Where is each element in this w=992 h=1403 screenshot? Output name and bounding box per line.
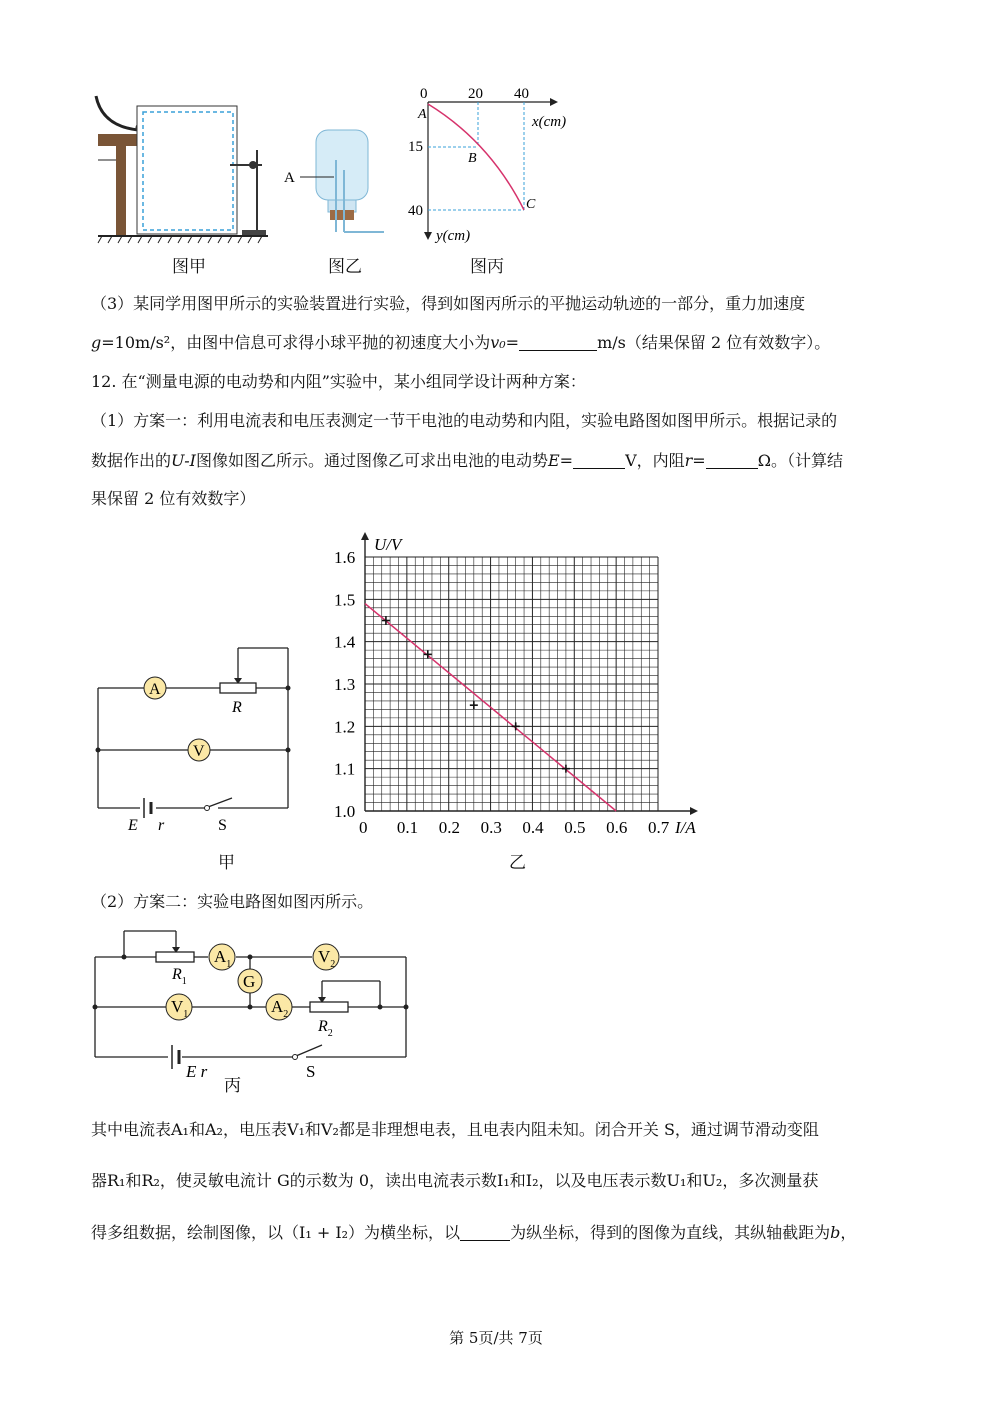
bing-point-a: A <box>418 107 427 122</box>
q12-p1-line1: （1）方案一：利用电流表和电压表测定一节干电池的电动势和内阻，实验电路图如图甲所示。根据记录的 <box>91 411 838 430</box>
bing-origin: 0 <box>420 86 428 102</box>
q12-title: 12. 在“测量电源的电动势和内阻”实验中，某小组同学设计两种方案： <box>91 372 586 391</box>
answer-blank-v0[interactable] <box>519 334 597 351</box>
q12-p2: （2）方案二：实验电路图如图丙所示。 <box>91 892 374 911</box>
figure-bing-caption: 图丙 <box>470 257 504 277</box>
bing-a2-label: $A_2$ <box>271 997 289 1020</box>
jia-switch-label: S <box>218 817 227 834</box>
bing-ylabel: y(cm) <box>436 228 471 244</box>
jia-voltmeter-label: V <box>193 743 205 760</box>
jia-ammeter-label: A <box>149 681 161 698</box>
bing-xlabel: x(cm) <box>532 114 567 130</box>
circuit-bing <box>90 925 420 1095</box>
figure-yi-caption: 图乙 <box>328 257 362 277</box>
bing-g-label: G <box>243 972 256 991</box>
ui-chart <box>330 530 710 840</box>
x-tick-label: 0.5 <box>564 818 586 837</box>
data-point-4 <box>512 722 520 730</box>
x-axis-label: I/A <box>675 818 696 837</box>
q12-p3-line1: 其中电流表A₁和A₂，电压表V₁和V₂都是非理想电表，且电表内阻未知。闭合开关 S，通过调节滑动变阻 <box>91 1120 819 1139</box>
bing-v1-label: $V_1$ <box>171 997 189 1020</box>
data-point-3 <box>470 701 478 709</box>
answer-blank-ordinate[interactable] <box>460 1224 510 1241</box>
ui-chart-caption: 乙 <box>509 853 526 873</box>
x-tick-label: 0 <box>359 818 368 837</box>
bottle-label-a: A <box>284 170 295 186</box>
page-footer: 第 5页/共 7页 <box>449 1329 543 1347</box>
bing-point-b: B <box>468 151 477 166</box>
x-tick-label: 0.2 <box>438 818 460 837</box>
bing-r1-label: $R_1$ <box>172 966 187 987</box>
figure-jia-apparatus <box>92 90 272 250</box>
figure-yi-bottle <box>280 120 390 240</box>
q12-p3-line2: 器R₁和R₂，使灵敏电流计 G的示数为 0，读出电流表示数I₁和I₂，以及电压表示数U₁和U₂，多次测量获 <box>91 1171 819 1190</box>
answer-blank-emf[interactable] <box>573 452 625 469</box>
y-tick-label: 1.2 <box>334 717 356 737</box>
y-tick-label: 1.4 <box>334 632 356 652</box>
bing-v2-label: $V_2$ <box>318 947 336 970</box>
jia-resistor-label: R <box>232 699 242 716</box>
circuit-jia <box>90 640 300 840</box>
answer-blank-r[interactable] <box>706 452 758 469</box>
y-axis-label: U/V <box>374 535 402 554</box>
q12-p3-line3: 得多组数据，绘制图像，以（I₁ + I₂）为横坐标，以 为纵坐标，得到的图像为直线，其纵轴截距为b， <box>91 1223 857 1242</box>
bing-switch-label: S <box>306 1062 316 1081</box>
x-tick-label: 0.4 <box>522 818 544 837</box>
bing-ytick-40: 40 <box>408 203 423 219</box>
figure-jia-caption: 图甲 <box>172 257 206 277</box>
q12-p1-line2: 数据作出的U-I图像如图乙所示。通过图像乙可求出电池的电动势E= V，内阻r= Ω。（计算结 <box>91 451 843 470</box>
q11-3-line2: g=10m/s²，由图中信息可求得小球平抛的初速度大小为v₀= m/s（结果保留 2 位有效数字）。 <box>91 333 831 352</box>
x-tick-label: 0.1 <box>396 818 419 837</box>
y-tick-label: 1.0 <box>334 802 356 821</box>
q12-p1-line3: 果保留 2 位有效数字） <box>91 489 256 508</box>
y-tick-label: 1.6 <box>334 548 356 567</box>
bing-er-label: E r <box>186 1062 208 1081</box>
x-tick-label: 0.3 <box>480 818 502 837</box>
jia-r-label: r <box>158 817 165 834</box>
bing-a1-label: $A_1$ <box>214 947 232 970</box>
bing-ytick-15: 15 <box>408 139 423 155</box>
bing-point-c: C <box>526 197 536 212</box>
q11-3-line1: （3）某同学用图甲所示的实验装置进行实验，得到如图丙所示的平抛运动轨迹的一部分，重力加速度 <box>91 294 806 313</box>
circuit-jia-caption: 甲 <box>218 853 235 873</box>
bing-caption: 丙 <box>224 1076 241 1095</box>
y-axis-arrow <box>361 532 369 540</box>
x-tick-label: 0.6 <box>606 818 628 837</box>
bing-r2-label: $R_2$ <box>318 1018 333 1039</box>
x-tick-label: 0.7 <box>648 818 670 837</box>
y-tick-label: 1.1 <box>334 759 356 779</box>
bing-xtick-40: 40 <box>514 86 529 102</box>
figure-bing-trajectory <box>400 82 590 252</box>
y-tick-label: 1.5 <box>334 590 356 610</box>
x-axis-arrow <box>690 807 698 815</box>
y-tick-label: 1.3 <box>334 675 356 694</box>
jia-emf-label: E <box>128 817 138 834</box>
bing-xtick-20: 20 <box>468 86 483 102</box>
